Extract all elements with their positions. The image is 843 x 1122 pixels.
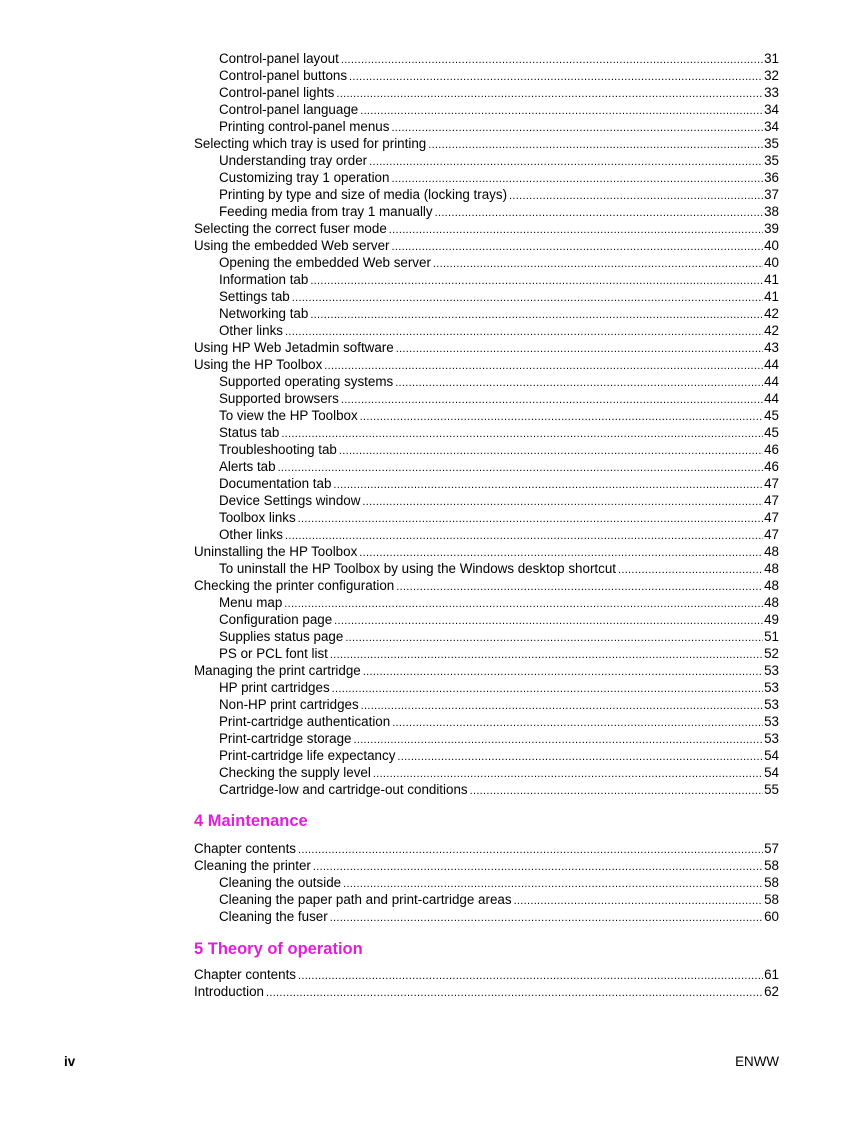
dot-leader (361, 696, 763, 713)
dot-leader (360, 407, 763, 424)
toc-entry-title: Troubleshooting tab (219, 442, 337, 457)
toc-entry[interactable] (194, 509, 779, 526)
dot-leader (285, 526, 763, 543)
toc-entry[interactable] (194, 747, 779, 764)
toc-entry-page: 35 (764, 153, 779, 168)
dot-leader (333, 475, 763, 492)
toc-entry[interactable] (194, 407, 779, 424)
toc-entry[interactable] (194, 441, 779, 458)
dot-leader (433, 254, 763, 271)
toc-entry-title: Networking tab (219, 306, 309, 321)
toc-entry-page: 48 (764, 595, 779, 610)
dot-leader (332, 679, 763, 696)
toc-entry-page: 61 (764, 967, 779, 982)
toc-entry-title: Non-HP print cartridges (219, 697, 359, 712)
dot-leader (514, 891, 764, 908)
toc-entry-page: 47 (764, 510, 779, 525)
toc-entry-title: Printing control-panel menus (219, 119, 390, 134)
toc-entry[interactable] (194, 560, 779, 577)
toc-entry[interactable] (194, 662, 779, 679)
dot-leader (310, 271, 763, 288)
toc-entry-title: Selecting which tray is used for printing (194, 136, 427, 151)
dot-leader (266, 983, 763, 1000)
toc-entry-title: Printing by type and size of media (locking trays) (219, 187, 508, 202)
toc-entry-page: 54 (764, 765, 779, 780)
toc-entry-page: 53 (764, 714, 779, 729)
toc-entry-page: 52 (764, 646, 779, 661)
toc-entry-page: 39 (764, 221, 779, 236)
toc-entry-page: 42 (764, 306, 779, 321)
dot-leader (345, 628, 763, 645)
toc-entry-page: 32 (764, 68, 779, 83)
toc-entry-title: Configuration page (219, 612, 333, 627)
toc-entry[interactable] (194, 186, 779, 203)
toc-entry-title: Other links (219, 323, 283, 338)
toc-entry-page: 53 (764, 680, 779, 695)
toc-entry-page: 40 (764, 255, 779, 270)
toc-entry[interactable] (194, 288, 779, 305)
toc-entry-title: Print-cartridge authentication (219, 714, 391, 729)
dot-leader (470, 781, 763, 798)
toc-entry-title: Other links (219, 527, 283, 542)
toc-entry-page: 43 (764, 340, 779, 355)
toc-entry-page: 47 (764, 527, 779, 542)
dot-leader (392, 713, 763, 730)
toc-entry[interactable] (194, 271, 779, 288)
toc-entry[interactable] (194, 840, 779, 857)
toc-entry[interactable] (194, 908, 779, 925)
toc-entry[interactable] (194, 611, 779, 628)
toc-entry[interactable] (194, 696, 779, 713)
toc-entry[interactable] (194, 983, 779, 1000)
dot-leader (330, 645, 763, 662)
toc-entry-title: Managing the print cartridge (194, 663, 361, 678)
toc-entry-page: 34 (764, 102, 779, 117)
toc-entry[interactable] (194, 594, 779, 611)
toc-entry[interactable] (194, 390, 779, 407)
dot-leader (285, 322, 763, 339)
dot-leader (391, 169, 763, 186)
toc-entry[interactable] (194, 135, 779, 152)
toc-entry-title: Print-cartridge storage (219, 731, 352, 746)
dot-leader (298, 840, 763, 857)
toc-entry-page: 54 (764, 748, 779, 763)
toc-entry-page: 38 (764, 204, 779, 219)
toc-entry[interactable] (194, 152, 779, 169)
toc-entry-title: Toolbox links (219, 510, 296, 525)
toc-entry[interactable] (194, 305, 779, 322)
toc-entry-title: Using HP Web Jetadmin software (194, 340, 394, 355)
toc-entry-page: 35 (764, 136, 779, 151)
toc-entry-title: To uninstall the HP Toolbox by using the Windows desktop shortcut (219, 561, 616, 576)
toc-entry-page: 48 (764, 578, 779, 593)
toc-entry[interactable] (194, 713, 779, 730)
toc-entry[interactable] (194, 254, 779, 271)
toc-entry-title: Checking the printer configuration (194, 578, 395, 593)
toc-entry-title: Introduction (194, 984, 264, 999)
toc-entry[interactable] (194, 857, 779, 874)
toc-entry-page: 57 (764, 841, 779, 856)
toc-entry-page: 45 (764, 408, 779, 423)
toc-entry-title: Chapter contents (194, 841, 296, 856)
dot-leader (391, 118, 763, 135)
toc-entry[interactable] (194, 966, 779, 983)
dot-leader (363, 662, 763, 679)
dot-leader (298, 509, 763, 526)
toc-entry[interactable] (194, 84, 779, 101)
toc-entry-page: 31 (764, 51, 779, 66)
toc-entry-title: Information tab (219, 272, 309, 287)
toc-entry[interactable] (194, 356, 779, 373)
toc-entry[interactable] (194, 458, 779, 475)
toc-entry-title: Opening the embedded Web server (219, 255, 431, 270)
toc-entry-title: Control-panel language (219, 102, 359, 117)
toc-entry-page: 41 (764, 289, 779, 304)
toc-entry-title: To view the HP Toolbox (219, 408, 358, 423)
toc-entry-page: 48 (764, 544, 779, 559)
dot-leader (341, 50, 763, 67)
dot-leader (618, 560, 763, 577)
dot-leader (396, 577, 763, 594)
toc-entry-title: PS or PCL font list (219, 646, 328, 661)
toc-entry-page: 37 (764, 187, 779, 202)
toc-entry-title: Selecting the correct fuser mode (194, 221, 387, 236)
toc-entry[interactable] (194, 526, 779, 543)
toc-entry-page: 62 (764, 984, 779, 999)
toc-entry[interactable] (194, 101, 779, 118)
toc-entry-title: Cartridge-low and cartridge-out conditions (219, 782, 468, 797)
toc-entry-title: Device Settings window (219, 493, 361, 508)
dot-leader (298, 966, 763, 983)
dot-leader (362, 492, 763, 509)
toc-entry[interactable] (194, 220, 779, 237)
toc-entry-title: Using the embedded Web server (194, 238, 390, 253)
dot-leader (313, 857, 763, 874)
toc-entry-title: Supplies status page (219, 629, 344, 644)
chapter-heading: 5 Theory of operation (194, 940, 363, 958)
toc-entry-page: 46 (764, 442, 779, 457)
toc-entry-page: 47 (764, 493, 779, 508)
toc-entry-title: Alerts tab (219, 459, 276, 474)
toc-entry-page: 47 (764, 476, 779, 491)
toc-entry[interactable] (194, 339, 779, 356)
toc-entry-page: 58 (764, 858, 779, 873)
dot-leader (353, 730, 763, 747)
toc-entry-page: 46 (764, 459, 779, 474)
dot-leader (373, 764, 763, 781)
chapter-heading: 4 Maintenance (194, 812, 308, 830)
toc-entry-page: 53 (764, 663, 779, 678)
dot-leader (341, 390, 763, 407)
toc-section-chapter5 (194, 966, 779, 1000)
dot-leader (292, 288, 763, 305)
dot-leader (284, 594, 763, 611)
toc-entry-title: Control-panel layout (219, 51, 339, 66)
toc-entry[interactable] (194, 891, 779, 908)
toc-entry[interactable] (194, 764, 779, 781)
footer-page-number: iv (64, 1054, 76, 1069)
toc-entry-title: HP print cartridges (219, 680, 330, 695)
toc-entry-page: 33 (764, 85, 779, 100)
toc-entry-page: 53 (764, 731, 779, 746)
toc-entry-title: Chapter contents (194, 967, 296, 982)
toc-entry[interactable] (194, 67, 779, 84)
toc-entry-page: 58 (764, 892, 779, 907)
toc-entry[interactable] (194, 237, 779, 254)
toc-entry[interactable] (194, 50, 779, 67)
toc-entry[interactable] (194, 628, 779, 645)
toc-entry-page: 34 (764, 119, 779, 134)
toc-entry-title: Supported operating systems (219, 374, 394, 389)
toc-entry-title: Supported browsers (219, 391, 339, 406)
toc-entry-page: 44 (764, 391, 779, 406)
dot-leader (509, 186, 763, 203)
dot-leader (369, 152, 763, 169)
toc-entry[interactable] (194, 492, 779, 509)
dot-leader (349, 67, 763, 84)
toc-entry[interactable] (194, 475, 779, 492)
toc-entry-title: Uninstalling the HP Toolbox (194, 544, 358, 559)
toc-entry[interactable] (194, 781, 779, 798)
toc-entry[interactable] (194, 203, 779, 220)
toc-entry[interactable] (194, 118, 779, 135)
toc-entry-page: 41 (764, 272, 779, 287)
dot-leader (278, 458, 764, 475)
toc-entry-title: Cleaning the fuser (219, 909, 328, 924)
dot-leader (389, 220, 763, 237)
toc-entry[interactable] (194, 543, 779, 560)
toc-entry-title: Menu map (219, 595, 283, 610)
toc-entry-page: 40 (764, 238, 779, 253)
toc-entry-title: Customizing tray 1 operation (219, 170, 390, 185)
toc-entry-title: Documentation tab (219, 476, 332, 491)
toc-entry-page: 36 (764, 170, 779, 185)
toc-entry-page: 44 (764, 357, 779, 372)
dot-leader (330, 908, 763, 925)
toc-entry[interactable] (194, 577, 779, 594)
toc-entry-title: Cleaning the printer (194, 858, 311, 873)
toc-entry-page: 55 (764, 782, 779, 797)
dot-leader (428, 135, 763, 152)
toc-entry[interactable] (194, 169, 779, 186)
toc-entry-title: Cleaning the outside (219, 875, 342, 890)
dot-leader (435, 203, 763, 220)
footer-label: ENWW (735, 1054, 779, 1069)
toc-entry[interactable] (194, 373, 779, 390)
dot-leader (324, 356, 763, 373)
toc-entry-title: Cleaning the paper path and print-cartridge areas (219, 892, 512, 907)
toc-section-chapter4 (194, 840, 779, 925)
dot-leader (395, 373, 763, 390)
dot-leader (360, 101, 763, 118)
toc-entry[interactable] (194, 645, 779, 662)
toc-entry[interactable] (194, 424, 779, 441)
toc-entry-title: Control-panel lights (219, 85, 335, 100)
toc-entry-page: 44 (764, 374, 779, 389)
toc-entry-page: 53 (764, 697, 779, 712)
toc-entry-page: 49 (764, 612, 779, 627)
toc-entry-title: Settings tab (219, 289, 290, 304)
toc-entry-page: 58 (764, 875, 779, 890)
toc-entry-page: 60 (764, 909, 779, 924)
toc-entry-page: 51 (764, 629, 779, 644)
toc-entry-title: Control-panel buttons (219, 68, 348, 83)
toc-entry-page: 45 (764, 425, 779, 440)
toc-entry-title: Feeding media from tray 1 manually (219, 204, 433, 219)
toc-entry[interactable] (194, 679, 779, 696)
table-of-contents (194, 50, 779, 1000)
toc-entry-title: Status tab (219, 425, 280, 440)
toc-entry-title: Using the HP Toolbox (194, 357, 323, 372)
dot-leader (334, 611, 763, 628)
dot-leader (281, 424, 763, 441)
dot-leader (396, 339, 763, 356)
toc-entry-page: 42 (764, 323, 779, 338)
toc-entry[interactable] (194, 730, 779, 747)
dot-leader (392, 237, 764, 254)
toc-entry-page: 48 (764, 561, 779, 576)
toc-section-chapter3 (194, 50, 779, 798)
dot-leader (359, 543, 763, 560)
toc-entry-title: Checking the supply level (219, 765, 371, 780)
dot-leader (310, 305, 763, 322)
dot-leader (343, 874, 763, 891)
toc-entry[interactable] (194, 874, 779, 891)
toc-entry-title: Print-cartridge life expectancy (219, 748, 396, 763)
toc-entry[interactable] (194, 322, 779, 339)
dot-leader (397, 747, 763, 764)
dot-leader (336, 84, 763, 101)
toc-entry-title: Understanding tray order (219, 153, 368, 168)
dot-leader (339, 441, 763, 458)
